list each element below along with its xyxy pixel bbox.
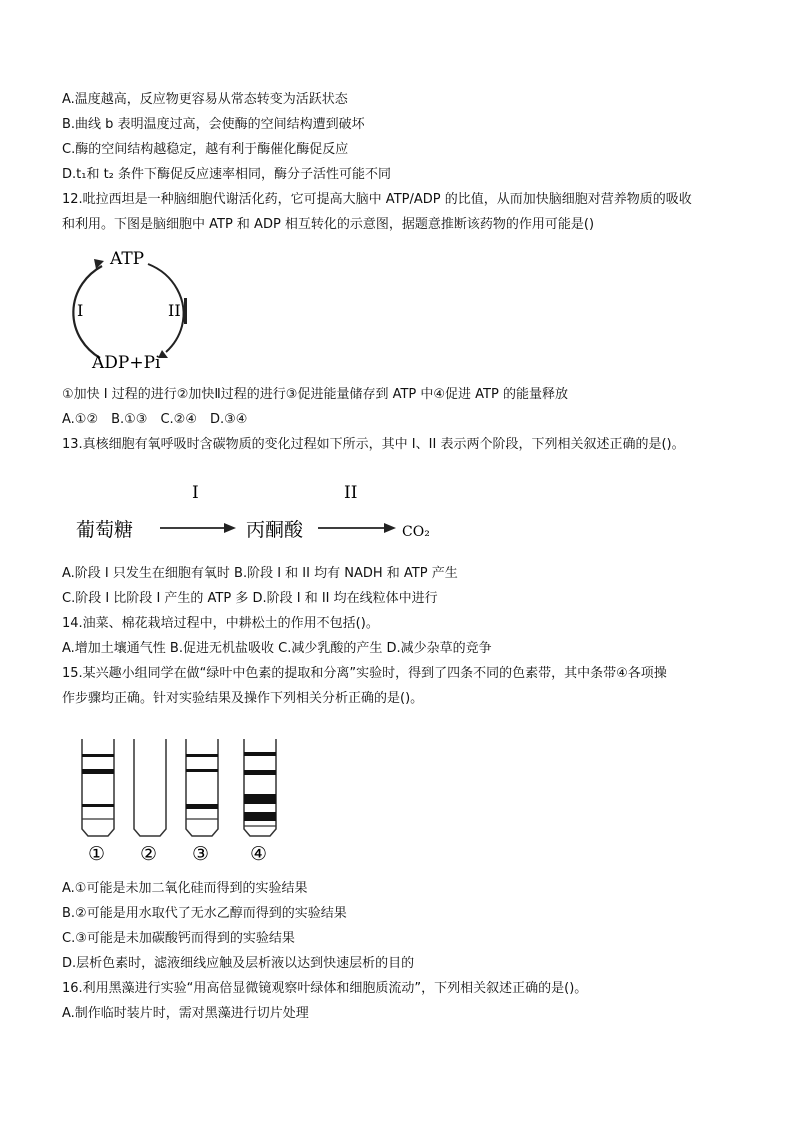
tube-4-band: [244, 812, 276, 821]
q12-options: A.①② B.①③ C.②④ D.③④: [62, 412, 248, 427]
q16-option-a: A.制作临时装片时，需对黑藻进行切片处理: [62, 1006, 309, 1021]
co2-label: CO₂: [402, 524, 430, 540]
q15-option-a: A.①可能是未加二氧化硅而得到的实验结果: [62, 881, 308, 896]
q11-option-a: A.温度越高，反应物更容易从常态转变为活跃状态: [62, 92, 348, 107]
arrowhead-stage-ii: [384, 523, 396, 533]
tube-3-band: [186, 769, 218, 772]
process-ii-label: II: [168, 301, 181, 320]
atp-label: ATP: [110, 249, 145, 269]
q15-stem-line2: 作步骤均正确。针对实验结果及操作下列相关分析正确的是()。: [62, 691, 424, 706]
q13-stem: 13.真核细胞有氧呼吸时含碳物质的变化过程如下所示，其中 I、II 表示两个阶段，下列相关叙述正确的是()。: [62, 437, 685, 452]
tube-4-label: ④: [250, 843, 268, 865]
tube-1-label: ①: [88, 843, 106, 865]
tube-3-label: ③: [192, 843, 210, 865]
pyruvate-label: 丙酮酸: [246, 519, 304, 541]
tube-1: [82, 739, 114, 836]
process-i-label: I: [77, 301, 84, 320]
tube-4-band: [244, 752, 276, 756]
stage-ii-label: II: [344, 483, 358, 503]
q14-options: A.增加土壤通气性 B.促进无机盐吸收 C.减少乳酸的产生 D.减少杂草的竞争: [62, 641, 492, 656]
atp-adp-cycle-diagram: [62, 246, 202, 374]
respiration-pathway-diagram: [72, 478, 442, 548]
arrowhead-stage-i: [224, 523, 236, 533]
tube-3-band: [186, 804, 218, 809]
q13-options-line1: A.阶段 I 只发生在细胞有氧时 B.阶段 I 和 II 均有 NADH 和 ATP 产生: [62, 566, 458, 581]
tube-3-band: [186, 754, 218, 757]
stage-i-label: I: [192, 483, 199, 503]
q12-stem-line2: 和利用。下图是脑细胞中 ATP 和 ADP 相互转化的示意图，据题意推断该药物的作用可能是(): [62, 217, 595, 232]
q16-stem: 16.利用黑藻进行实验“用高倍显微镜观察叶绿体和细胞质流动”，下列相关叙述正确的是()。: [62, 981, 588, 996]
tube-3: [186, 739, 218, 836]
tube-4-band: [244, 770, 276, 775]
q11-option-b: B.曲线 b 表明温度过高，会使酶的空间结构遭到破坏: [62, 117, 365, 132]
process-ii-mark: [184, 298, 187, 324]
q12-stem-line1: 12.吡拉西坦是一种脑细胞代谢活化药，它可提高大脑中 ATP/ADP 的比值，从而加快脑细胞对营养物质的吸收: [62, 192, 692, 207]
tube-4-band: [244, 794, 276, 804]
q15-stem-line1: 15.某兴趣小组同学在做“绿叶中色素的提取和分离”实验时，得到了四条不同的色素带，其中条带④各项操: [62, 666, 667, 681]
tube-4: [244, 739, 276, 836]
q12-statements: ①加快 I 过程的进行②加快Ⅱ过程的进行③促进能量储存到 ATP 中④促进 ATP 的能量释放: [62, 387, 568, 402]
q15-option-c: C.③可能是未加碳酸钙而得到的实验结果: [62, 931, 295, 946]
q15-option-b: B.②可能是用水取代了无水乙醇而得到的实验结果: [62, 906, 347, 921]
q11-option-d: D.t₁和 t₂ 条件下酶促反应速率相同，酶分子活性可能不同: [62, 167, 392, 182]
tube-2: [134, 739, 166, 836]
tube-2-label: ②: [140, 843, 158, 865]
tube-1-band: [82, 754, 114, 757]
adp-pi-label: ADP+Pi: [92, 353, 161, 373]
tube-1-band: [82, 804, 114, 807]
q13-options-line2: C.阶段 I 比阶段 I 产生的 ATP 多 D.阶段 I 和 II 均在线粒体中进行: [62, 591, 438, 606]
glucose-label: 葡萄糖: [76, 519, 134, 541]
tube-1-band: [82, 769, 114, 774]
q11-option-c: C.酶的空间结构越稳定，越有利于酶催化酶促反应: [62, 142, 349, 157]
q14-stem: 14.油菜、棉花栽培过程中，中耕松土的作用不包括()。: [62, 616, 379, 631]
q15-option-d: D.层析色素时，滤液细线应触及层析液以达到快速层析的目的: [62, 956, 415, 971]
pigment-strip-diagram: [70, 734, 290, 866]
